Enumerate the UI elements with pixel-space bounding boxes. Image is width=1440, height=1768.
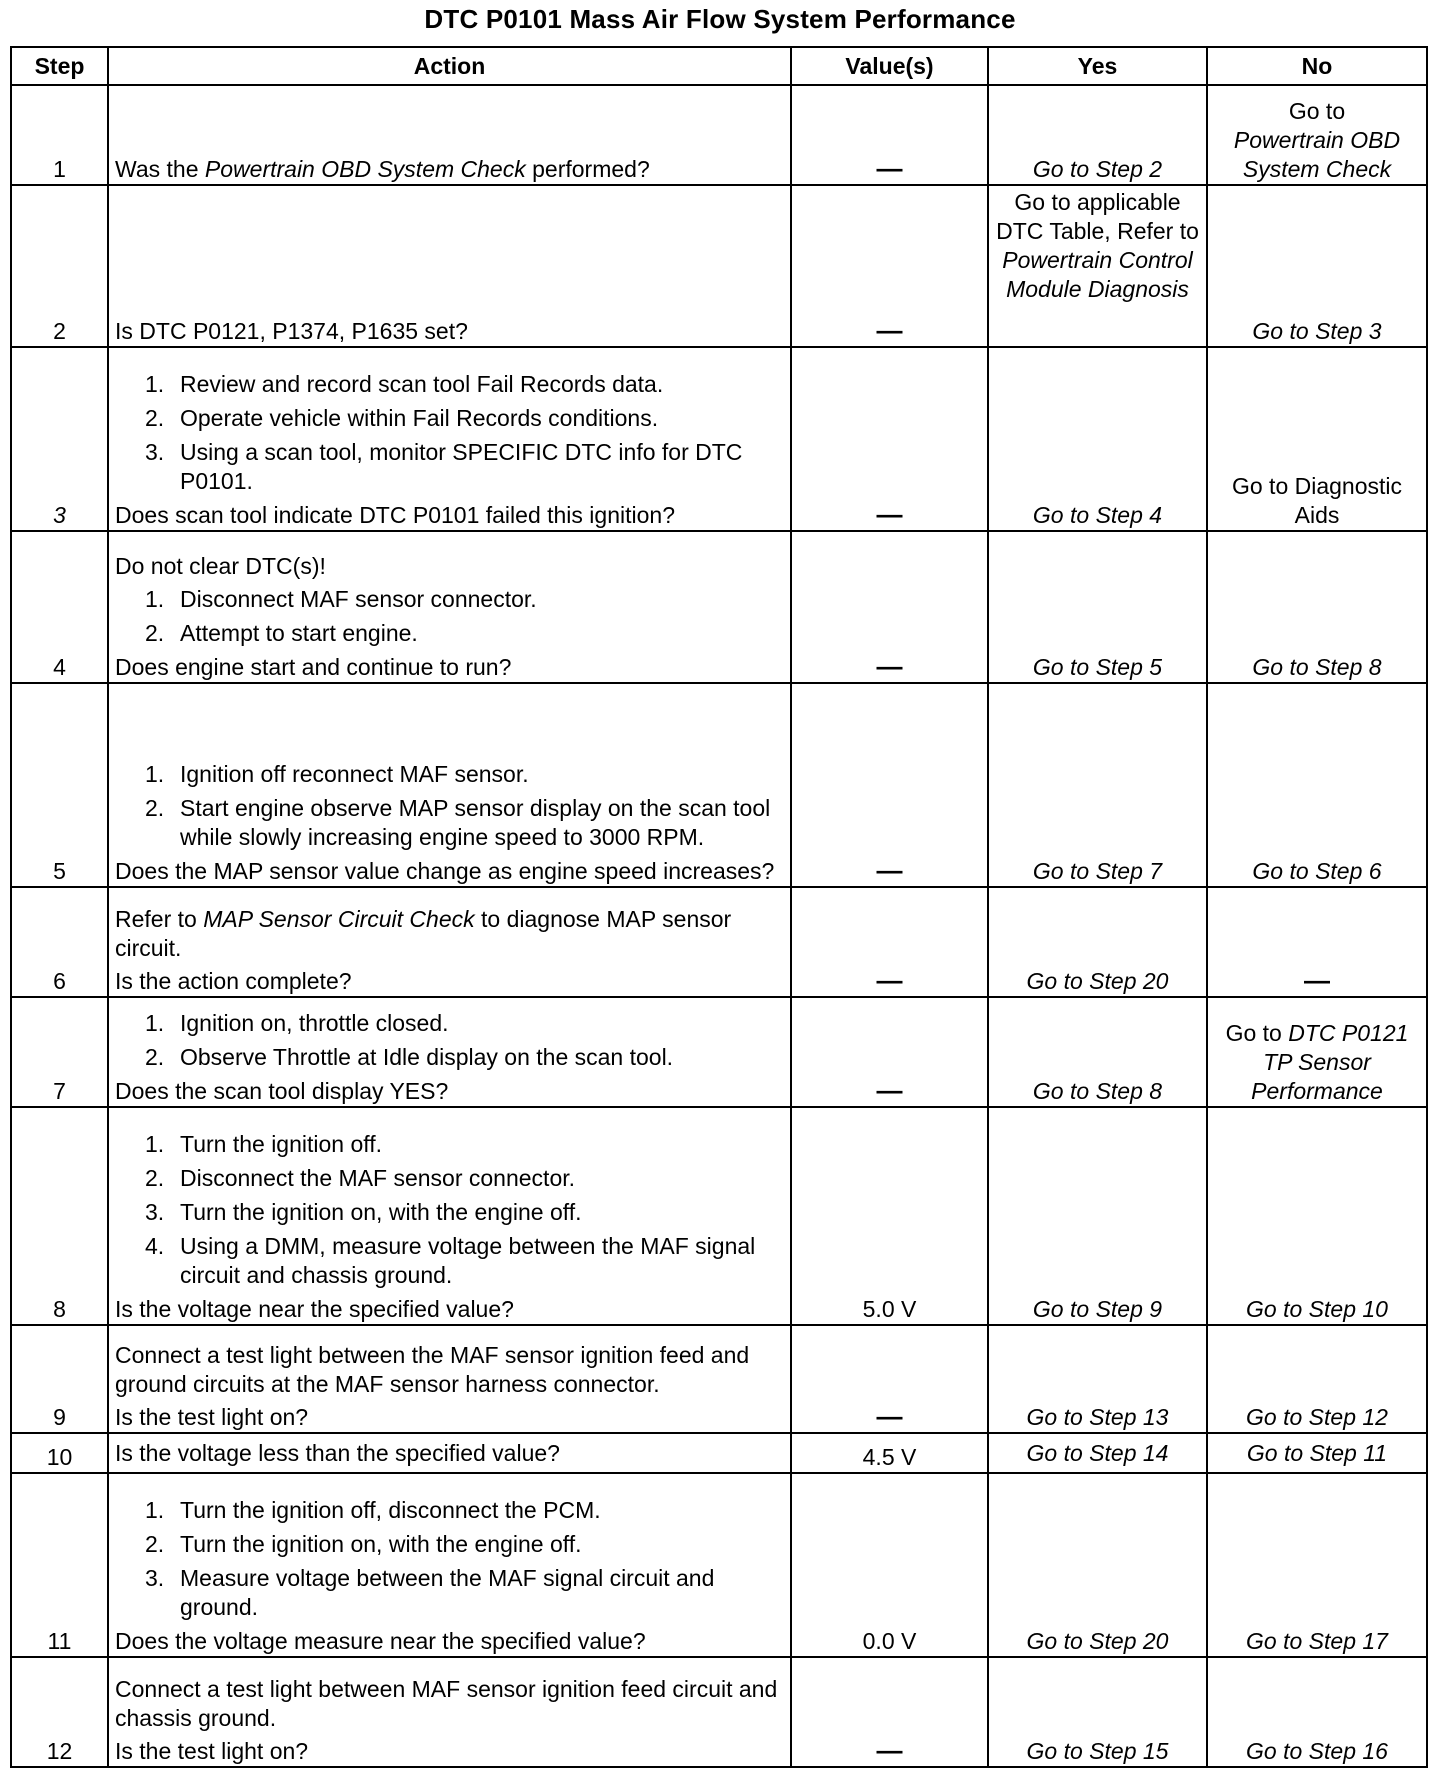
action-cell: [108, 185, 791, 347]
action-cell: [108, 85, 791, 185]
list-text: Turn the ignition on, with the engine off.: [180, 1199, 582, 1225]
list-number: 2.: [145, 620, 165, 646]
no-cell: [1207, 1473, 1427, 1657]
no-cell: [1207, 683, 1427, 887]
header-yes: Yes: [988, 47, 1207, 85]
yes-goto: Go to Step 5: [1032, 654, 1163, 680]
list-number: 2.: [145, 1165, 165, 1191]
value-text: —: [876, 315, 903, 345]
list-text: Observe Throttle at Idle display on the scan tool.: [180, 1044, 674, 1070]
table-row: [11, 531, 1427, 683]
list-text: Ignition on, throttle closed.: [180, 1010, 449, 1036]
list-number: 1.: [145, 371, 165, 397]
action-cell: [108, 887, 791, 997]
yes-goto: Go to Step 4: [1032, 502, 1163, 528]
table-row: [11, 347, 1427, 531]
list-number: 1.: [145, 761, 165, 787]
list-number: 3.: [145, 1199, 165, 1225]
list-item: [115, 370, 784, 399]
action-cell: [108, 531, 791, 683]
list-number: 4.: [145, 1233, 165, 1259]
value-cell: [791, 1433, 988, 1473]
action-text: to diagnose MAP sensor circuit.: [115, 906, 732, 961]
table-row: [11, 185, 1427, 347]
list-number: 1.: [145, 586, 165, 612]
step-number: 7: [11, 997, 108, 1107]
list-item: [115, 619, 784, 648]
no-cell: [1207, 85, 1427, 185]
list-text: Disconnect MAF sensor connector.: [180, 586, 537, 612]
header-no: No: [1207, 47, 1427, 85]
action-question: Is the action complete?: [115, 968, 352, 994]
table-row: [11, 683, 1427, 887]
list-text: Turn the ignition on, with the engine off.: [180, 1531, 582, 1557]
value-cell: [791, 185, 988, 347]
no-cell: [1207, 1325, 1427, 1433]
step-number: 11: [11, 1473, 108, 1657]
table-row: [11, 997, 1427, 1107]
yes-goto: Go to Step 2: [1032, 156, 1163, 182]
no-cell: [1207, 347, 1427, 531]
no-cell: [1207, 1657, 1427, 1767]
yes-cell: [988, 531, 1207, 683]
yes-cell: [988, 683, 1207, 887]
header-step: Step: [11, 47, 108, 85]
yes-goto: Go to Step 20: [1026, 968, 1169, 994]
list-item: [115, 404, 784, 433]
action-reference: MAP Sensor Circuit Check: [203, 906, 475, 932]
table-row: [11, 887, 1427, 997]
yes-cell: [988, 1107, 1207, 1325]
value-text: —: [876, 965, 903, 995]
list-text: Using a DMM, measure voltage between the MAF signal circuit and chassis ground.: [180, 1233, 756, 1288]
action-steps: [115, 1009, 784, 1072]
action-cell: [108, 1433, 791, 1473]
step-number: 4: [11, 531, 108, 683]
value-cell: [791, 347, 988, 531]
list-text: Ignition off reconnect MAF sensor.: [180, 761, 529, 787]
list-text: Attempt to start engine.: [180, 620, 418, 646]
no-goto: —: [1304, 965, 1330, 995]
list-item: [115, 1009, 784, 1038]
yes-goto: Go to Step 7: [1032, 858, 1163, 884]
list-number: 3.: [145, 439, 165, 465]
list-item: [115, 794, 784, 852]
value-text: —: [876, 1735, 903, 1765]
list-number: 1.: [145, 1497, 165, 1523]
no-cell: [1207, 997, 1427, 1107]
action-question: Does scan tool indicate DTC P0101 failed this ignition?: [115, 502, 675, 528]
action-reference: Powertrain OBD System Check: [204, 156, 526, 182]
no-goto: Go to Step 10: [1246, 1296, 1388, 1322]
action-text: Is the voltage less than the specified value?: [115, 1439, 560, 1466]
no-goto: Go to Step 8: [1252, 654, 1382, 680]
yes-cell: [988, 1657, 1207, 1767]
list-item: [115, 1043, 784, 1072]
step-number: 10: [11, 1433, 108, 1473]
no-cell: [1207, 531, 1427, 683]
step-number: 1: [11, 85, 108, 185]
value-cell: [791, 1473, 988, 1657]
no-goto: DTC P0121 TP Sensor Performance: [1251, 1020, 1409, 1104]
list-item: [115, 1198, 784, 1227]
yes-goto: Go to Step 8: [1032, 1078, 1163, 1104]
list-text: Turn the ignition off, disconnect the PCM.: [180, 1497, 601, 1523]
action-question: Does the MAP sensor value change as engine speed increases?: [115, 858, 775, 884]
no-goto: Go to Step 11: [1246, 1439, 1388, 1466]
no-goto-prefix: Go to: [1288, 98, 1346, 124]
value-cell: [791, 887, 988, 997]
list-item: [115, 1530, 784, 1559]
no-cell: [1207, 185, 1427, 347]
list-item: [115, 1130, 784, 1159]
action-cell: [108, 1657, 791, 1767]
action-text: Connect a test light between MAF sensor ignition feed circuit and chassis ground.: [115, 1676, 778, 1731]
step-number: 9: [11, 1325, 108, 1433]
action-cell: [108, 1325, 791, 1433]
value-text: —: [876, 499, 903, 529]
yes-cell: [988, 347, 1207, 531]
list-item: [115, 585, 784, 614]
list-text: Start engine observe MAP sensor display on the scan tool while slowly increasing engine speed to 3000 RPM.: [180, 795, 771, 850]
list-number: 1.: [145, 1131, 165, 1157]
yes-cell: [988, 85, 1207, 185]
value-cell: [791, 531, 988, 683]
action-question: Does the scan tool display YES?: [115, 1078, 449, 1104]
value-text: —: [876, 1075, 903, 1105]
value-text: 5.0 V: [862, 1296, 917, 1322]
list-number: 2.: [145, 1531, 165, 1557]
action-steps: [115, 370, 784, 496]
list-number: 2.: [145, 405, 165, 431]
list-text: Using a scan tool, monitor SPECIFIC DTC info for DTC P0101.: [180, 439, 743, 494]
table-row: [11, 1473, 1427, 1657]
yes-cell: [988, 1473, 1207, 1657]
yes-cell: [988, 185, 1207, 347]
table-header-row: [11, 47, 1427, 85]
diagnostic-table: [10, 46, 1428, 1768]
yes-cell: [988, 1433, 1207, 1473]
value-text: —: [876, 855, 903, 885]
header-value: Value(s): [791, 47, 988, 85]
action-cell: [108, 1107, 791, 1325]
action-steps: [115, 1496, 784, 1622]
action-text: Was the: [115, 156, 205, 182]
yes-cell: [988, 1325, 1207, 1433]
yes-cell: [988, 997, 1207, 1107]
step-number: 12: [11, 1657, 108, 1767]
yes-goto: Go to Step 15: [1026, 1738, 1169, 1764]
action-question: Is the test light on?: [115, 1404, 309, 1430]
table-row: [11, 1433, 1427, 1473]
list-number: 1.: [145, 1010, 165, 1036]
list-item: [115, 1232, 784, 1290]
action-question: Is the voltage near the specified value?: [115, 1296, 514, 1322]
list-item: [115, 438, 784, 496]
no-cell: [1207, 887, 1427, 997]
yes-goto: Go to Step 13: [1026, 1404, 1169, 1430]
value-cell: [791, 1325, 988, 1433]
table-row: [11, 1107, 1427, 1325]
header-action: Action: [108, 47, 791, 85]
action-text: Connect a test light between the MAF sensor ignition feed and ground circuits at the MAF sensor harness connector.: [115, 1342, 750, 1397]
value-cell: [791, 1107, 988, 1325]
table-row: [11, 1325, 1427, 1433]
value-text: —: [876, 153, 903, 183]
yes-goto: Go to Step 9: [1032, 1296, 1163, 1322]
list-number: 3.: [145, 1565, 165, 1591]
table-row: [11, 1657, 1427, 1767]
step-number: 3: [11, 347, 108, 531]
no-cell: [1207, 1433, 1427, 1473]
list-item: [115, 760, 784, 789]
list-item: [115, 1564, 784, 1622]
no-goto: Go to Step 17: [1246, 1628, 1388, 1654]
no-goto: Go to Diagnostic Aids: [1231, 473, 1403, 528]
step-number: 5: [11, 683, 108, 887]
value-text: —: [876, 651, 903, 681]
action-text: Do not clear DTC(s)!: [115, 553, 326, 579]
action-text: Refer to: [115, 906, 204, 932]
yes-goto: Go to Step 20: [1026, 1628, 1169, 1654]
list-text: Measure voltage between the MAF signal circuit and ground.: [180, 1565, 715, 1620]
list-text: Review and record scan tool Fail Records data.: [180, 371, 664, 397]
yes-cell: [988, 887, 1207, 997]
page-title: DTC P0101 Mass Air Flow System Performance: [424, 4, 1016, 34]
step-number: 8: [11, 1107, 108, 1325]
action-text: Is DTC P0121, P1374, P1635 set?: [115, 318, 468, 344]
list-text: Operate vehicle within Fail Records conditions.: [180, 405, 659, 431]
yes-goto: Powertrain Control Module Diagnosis: [1002, 247, 1193, 302]
list-item: [115, 1496, 784, 1525]
list-item: [115, 1164, 784, 1193]
step-number: 6: [11, 887, 108, 997]
list-number: 2.: [145, 1044, 165, 1070]
value-cell: [791, 683, 988, 887]
list-text: Disconnect the MAF sensor connector.: [180, 1165, 576, 1191]
no-goto: Go to Step 12: [1246, 1404, 1388, 1430]
value-text: —: [876, 1401, 903, 1431]
action-steps: [115, 1130, 784, 1290]
action-cell: [108, 347, 791, 531]
yes-goto: Go to Step 14: [1026, 1439, 1169, 1466]
table-row: [11, 85, 1427, 185]
action-cell: [108, 997, 791, 1107]
value-text: 4.5 V: [862, 1444, 917, 1470]
yes-goto-prefix: Go to applicable DTC Table, Refer to: [996, 189, 1199, 244]
action-text: performed?: [525, 156, 650, 182]
value-cell: [791, 85, 988, 185]
action-cell: [108, 683, 791, 887]
no-goto: Go to Step 3: [1252, 318, 1382, 344]
action-cell: [108, 1473, 791, 1657]
value-cell: [791, 1657, 988, 1767]
list-number: 2.: [145, 795, 165, 821]
no-goto: Powertrain OBD System Check: [1233, 127, 1401, 182]
action-question: Does engine start and continue to run?: [115, 654, 512, 680]
action-steps: [115, 585, 784, 648]
no-cell: [1207, 1107, 1427, 1325]
action-question: Does the voltage measure near the specified value?: [115, 1628, 646, 1654]
no-goto-prefix: Go to: [1225, 1020, 1289, 1046]
value-cell: [791, 997, 988, 1107]
step-number: 2: [11, 185, 108, 347]
list-text: Turn the ignition off.: [180, 1131, 383, 1157]
action-steps: [115, 760, 784, 852]
no-goto: Go to Step 6: [1252, 858, 1382, 884]
action-question: Is the test light on?: [115, 1738, 309, 1764]
value-text: 0.0 V: [862, 1628, 917, 1654]
no-goto: Go to Step 16: [1246, 1738, 1388, 1764]
